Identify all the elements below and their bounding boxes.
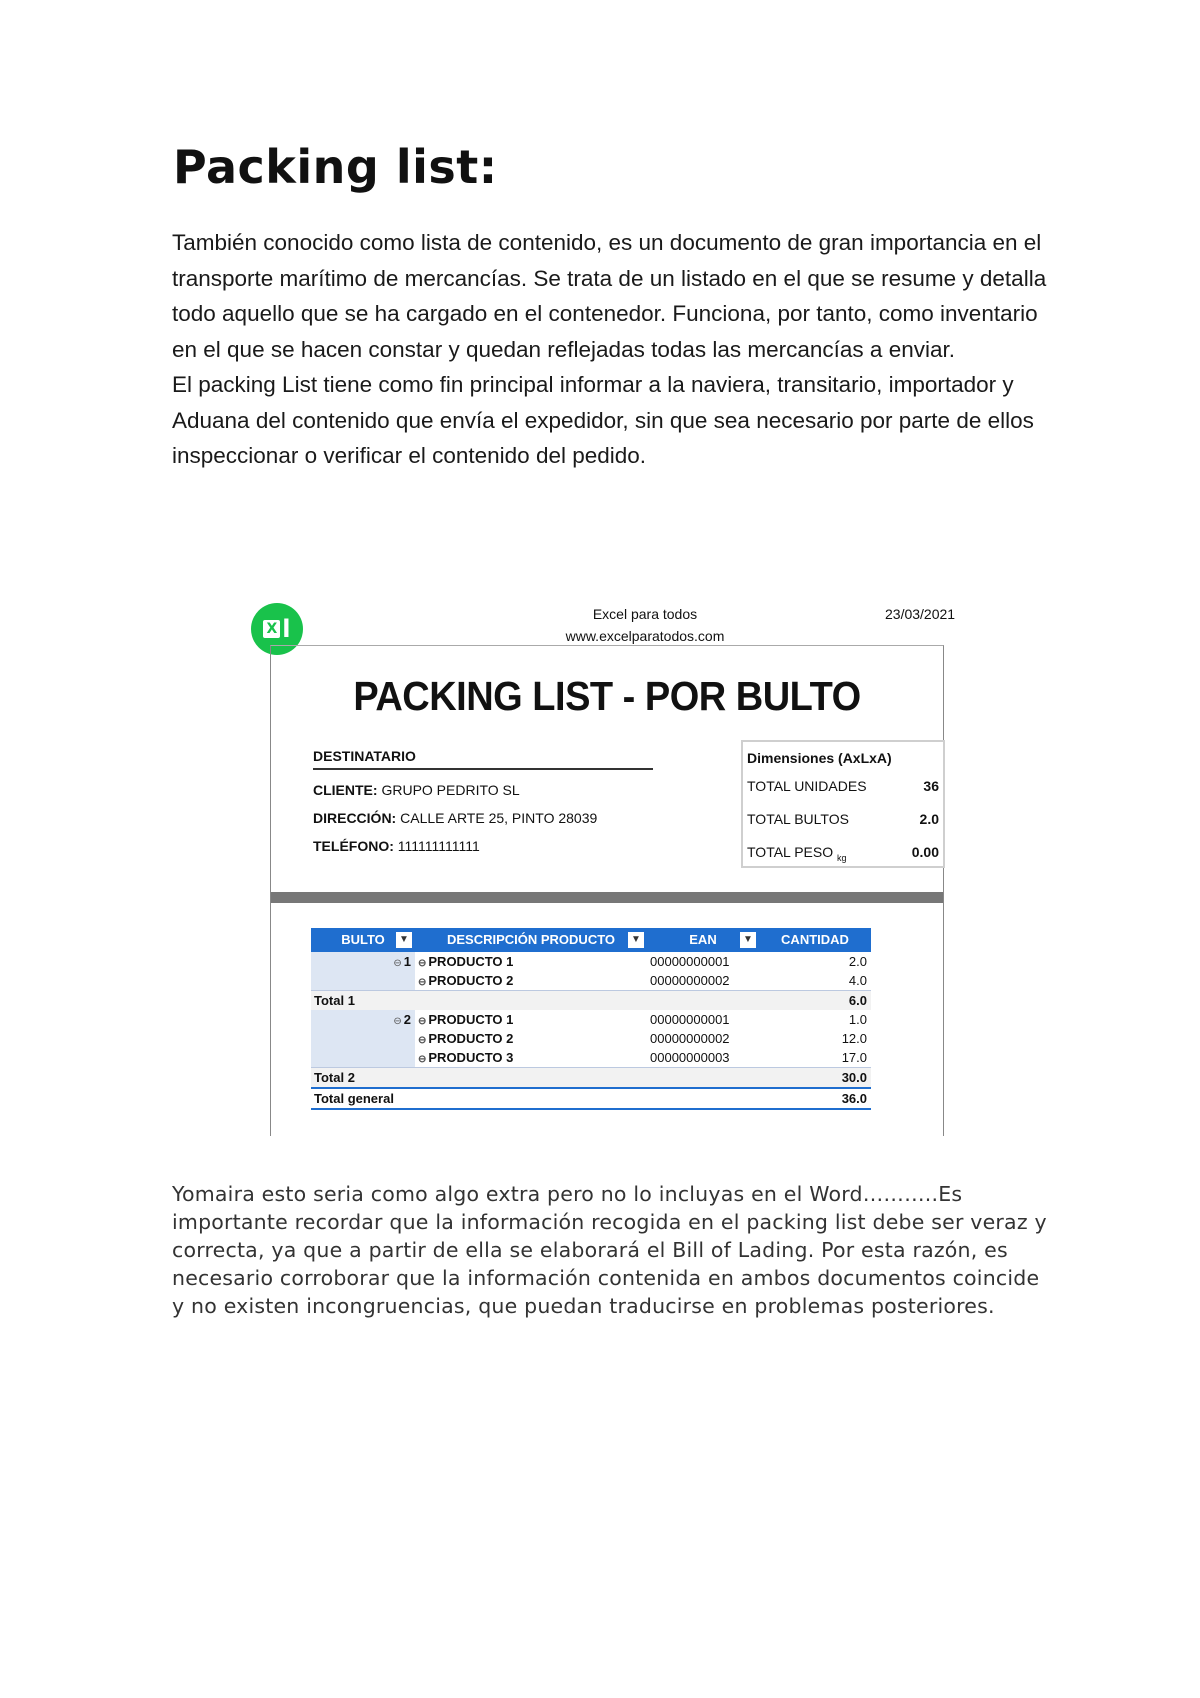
table-row: [311, 1029, 871, 1048]
ean-cell: 00000000003: [650, 1050, 730, 1065]
intro-paragraph-2: El packing List tiene como fin principal informar a la naviera, transitario, importador y Aduana del contenido que envía el expedidor, sin que sea necesario por parte de ellos inspeccionar o verificar el contenido del pedido.: [172, 372, 1034, 468]
summary-label: TOTAL UNIDADES: [747, 778, 867, 794]
outro-paragraph: Yomaira esto seria como algo extra pero no lo incluyas en el Word………..Es importante recordar que la información recogida en el packing list debe ser veraz y correcta, ya que a partir de ella se elaborará el Bill of Lading. Por esta razón, es necesario corroborar que la información contenida en ambos documentos coincide y no existen incongruencias, que puedan traducirse en problemas posteriores.: [172, 1182, 1047, 1318]
bulto-cell: [311, 971, 415, 990]
producto-cell: ⊖ PRODUCTO 1: [418, 954, 514, 969]
packing-list-image: [245, 595, 975, 1135]
subtotal-row: [311, 990, 871, 1010]
column-header-bulto: BULTO ▼: [311, 928, 415, 952]
divider-bar: [271, 892, 943, 903]
summary-value: 0.00: [911, 844, 939, 860]
summary-header: Dimensiones (AxLxA): [747, 750, 892, 766]
cantidad-cell: 4.0: [848, 973, 867, 988]
producto-cell: ⊖ PRODUCTO 2: [418, 973, 514, 988]
column-header-cantidad: CANTIDAD: [781, 932, 849, 947]
subtotal-value: 30.0: [841, 1070, 867, 1085]
producto-cell: ⊖ PRODUCTO 3: [418, 1050, 514, 1065]
collapse-icon[interactable]: ⊖: [418, 1054, 427, 1065]
collapse-icon[interactable]: ⊖: [393, 958, 402, 969]
producto-cell: ⊖ PRODUCTO 2: [418, 1031, 514, 1046]
telefono-row: [313, 838, 653, 854]
column-header-ean: EAN ▼: [647, 928, 759, 952]
brand-url: www.excelparatodos.com: [565, 628, 725, 644]
cantidad-cell: 2.0: [848, 954, 867, 969]
brand-name: Excel para todos: [592, 606, 698, 622]
summary-value: 2.0: [919, 811, 939, 827]
cantidad-cell: 17.0: [841, 1050, 867, 1065]
cliente-label: CLIENTE:: [313, 782, 378, 798]
telefono-value: 111111111111: [397, 838, 480, 854]
cantidad-cell: 12.0: [841, 1031, 867, 1046]
filter-dropdown-icon[interactable]: ▼: [740, 932, 756, 948]
summary-value: 36: [923, 778, 939, 794]
intro-paragraph-1: También conocido como lista de contenido, es un documento de gran importancia en el transporte marítimo de mercancías. Se trata de un listado en el que se resume y detalla todo aquello que se ha cargado en el contenedor. Funciona, por tanto, como inventario en el que se hacen constar y quedan reflejadas todas las mercancías a enviar.: [172, 230, 1047, 362]
sheet-frame: [270, 645, 944, 1136]
brand-block: [515, 603, 775, 647]
filter-dropdown-icon[interactable]: ▼: [628, 932, 644, 948]
cliente-row: [313, 782, 653, 798]
filter-dropdown-icon[interactable]: ▼: [396, 932, 412, 948]
collapse-icon[interactable]: ⊖: [393, 1016, 402, 1027]
summary-row: [747, 832, 943, 865]
telefono-label: TELÉFONO:: [313, 838, 394, 854]
ean-cell: 00000000001: [650, 954, 730, 969]
summary-box: [741, 740, 945, 868]
collapse-icon[interactable]: ⊖: [418, 977, 427, 988]
excel-logo-icon: X l: [251, 603, 303, 655]
packing-table: [311, 928, 871, 1110]
table-row: [311, 1048, 871, 1067]
weight-unit: kg: [837, 852, 847, 863]
grand-total-row: [311, 1087, 871, 1110]
destinatario-block: [313, 748, 653, 854]
collapse-icon[interactable]: ⊖: [418, 958, 427, 969]
direccion-value: CALLE ARTE 25, PINTO 28039: [400, 810, 598, 826]
summary-row: [747, 799, 943, 832]
bulto-cell: [311, 1029, 415, 1048]
table-row: [311, 1010, 871, 1029]
table-row: [311, 971, 871, 990]
packing-list-heading: PACKING LIST - POR BULTO: [353, 674, 861, 720]
ean-cell: 00000000002: [650, 973, 730, 988]
summary-row: [747, 766, 943, 799]
table-header: [311, 928, 871, 952]
page-title: Packing list:: [173, 140, 498, 194]
subtotal-label: Total 2: [314, 1070, 355, 1085]
producto-cell: ⊖ PRODUCTO 1: [418, 1012, 514, 1027]
subtotal-value: 6.0: [848, 993, 867, 1008]
cliente-value: GRUPO PEDRITO SL: [381, 782, 520, 798]
document-date: 23/03/2021: [885, 606, 956, 622]
intro-text: [172, 225, 1052, 474]
cantidad-cell: 1.0: [848, 1012, 867, 1027]
table-row: [311, 952, 871, 971]
summary-label: TOTAL BULTOS: [747, 811, 849, 827]
subtotal-row: [311, 1067, 871, 1087]
bulto-cell: ⊖ 2: [311, 1010, 415, 1029]
summary-label: TOTAL PESO $_{kg}$: [747, 844, 847, 863]
bulto-cell: ⊖ 1: [311, 952, 415, 971]
subtotal-label: Total 1: [314, 993, 355, 1008]
grand-total-label: Total general: [314, 1091, 394, 1106]
ean-cell: 00000000001: [650, 1012, 730, 1027]
collapse-icon[interactable]: ⊖: [418, 1016, 427, 1027]
ean-cell: 00000000002: [650, 1031, 730, 1046]
grand-total-value: 36.0: [841, 1091, 867, 1106]
destinatario-header: DESTINATARIO: [313, 748, 653, 770]
direccion-row: [313, 810, 653, 826]
collapse-icon[interactable]: ⊖: [418, 1035, 427, 1046]
direccion-label: DIRECCIÓN:: [313, 810, 397, 826]
bulto-cell: [311, 1048, 415, 1067]
column-header-descripcion: DESCRIPCIÓN PRODUCTO ▼: [415, 928, 647, 952]
